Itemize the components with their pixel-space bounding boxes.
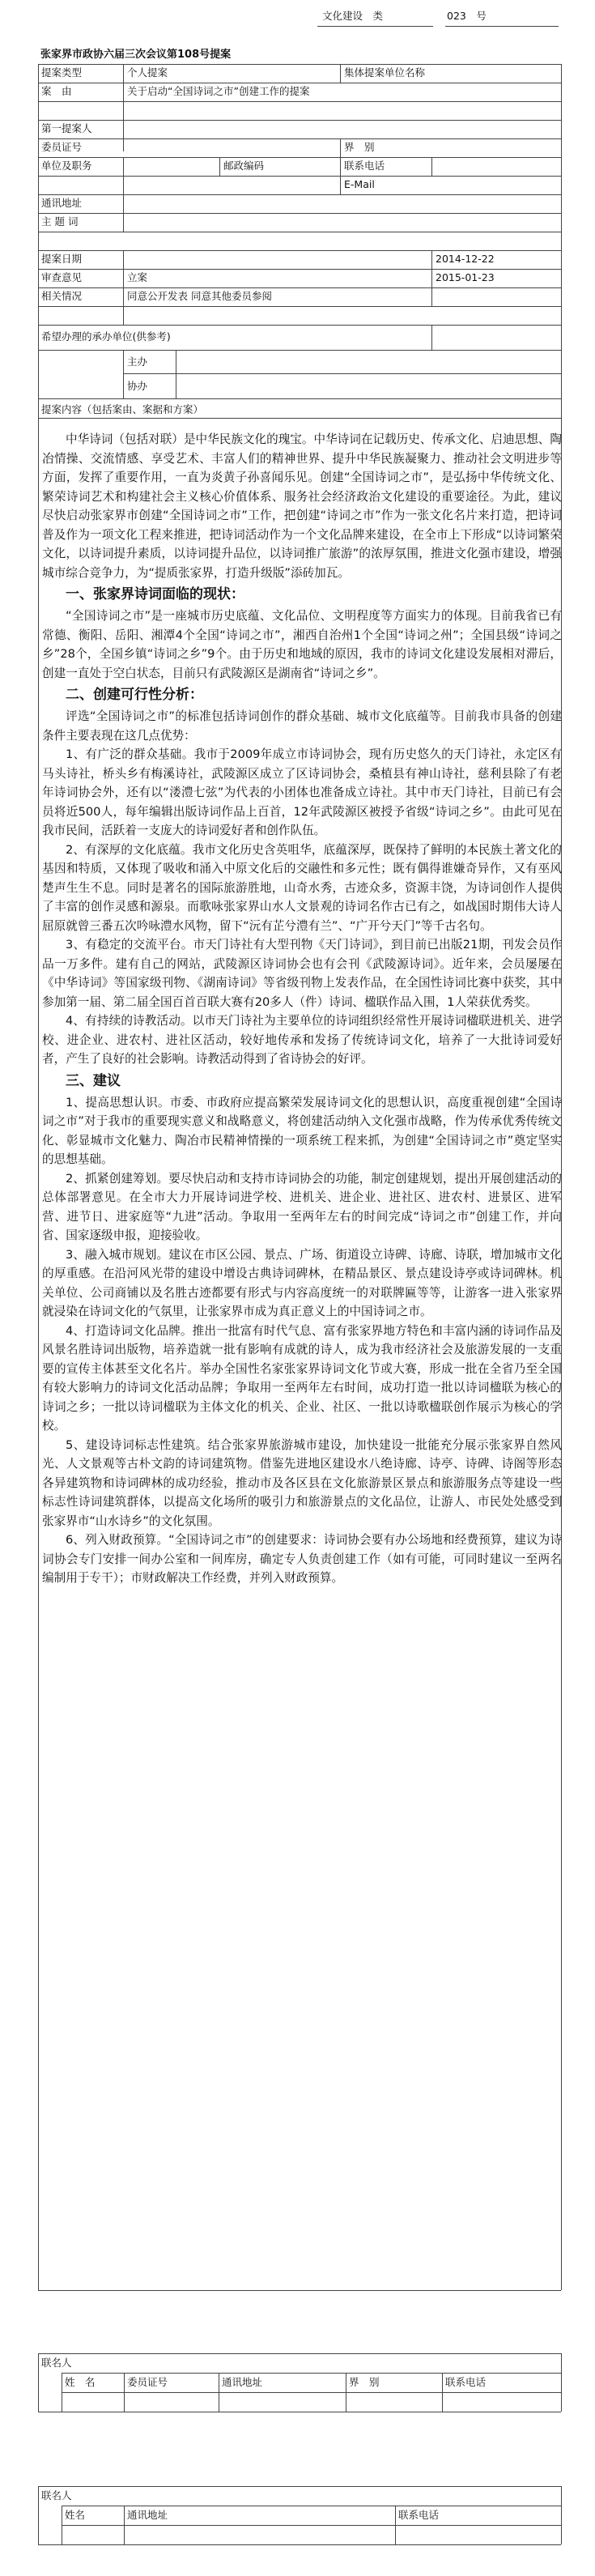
name-header: 姓 名 xyxy=(65,2376,96,2388)
review-date: 2015-01-23 xyxy=(436,271,495,283)
category-label: 文化建设 类 xyxy=(322,10,384,22)
date-value: 2014-12-22 xyxy=(436,253,495,265)
suggestion-5-paragraph: 5、建设诗词标志性建筑。结合张家界旅游城市建设，加快建设一批能充分展示张家界自然风光、人文景观等古朴文韵的诗词建筑物。借鉴先进地区建设水八绝诗廊、诗亭、诗碑、诗阁等形态各异建筑物和诗词碑林的成功经验，推动市及各区县在文化旅游景区景点和旅游服务点等建设一些标志性诗词建筑群体，以提高文化场所的吸引力和旅游景点的文化品位，让游人、市民处处感受到张家界市“山水诗乡”的文化氛围。 xyxy=(42,1437,562,1528)
collective-unit-label: 集体提案单位名称 xyxy=(344,66,426,79)
advantage-2-paragraph: 2、有深厚的文化底蕴。我市文化历史含英咀华，底蕴深厚，既保持了鲜明的本民族土著文化的基因和特质，又体现了吸收和涌入中原文化后的交融性和多元性；既有偶得谁嫌奇异作，又有巫风楚声生生不息。同时是著名的国际旅游胜地，山奇水秀，古迹众多，资源丰饶，为诗词创作人提供了丰富的创作灵感和源泉。而歌咏张家界山水人文景观的诗词名作古已有之，如战国时期伟大诗人屈原就曾三番五次吟咏澧水风物，留下“沅有芷兮澧有兰”、“广开兮天门”等千古名句。 xyxy=(42,842,562,933)
proposal-content xyxy=(42,430,562,1588)
main-unit-label: 主办 xyxy=(127,356,148,368)
proposal-type-label: 提案类型 xyxy=(41,66,83,79)
advantage-1-paragraph: 1、有广泛的群众基础。我市于2009年成立市诗词协会，现有历史悠久的天门诗社，永定区有马头诗社，桥头乡有梅溪诗社，武陵源区成立了区诗词协会，桑植县有神山诗社，慈利县除了有老年诗词协会外，还有以“溇澧七弦”为代表的小团体也准备成立诗社。其中市天门诗社，目前已有会员将近500人，每年编辑出版诗词作品上百首，12年武陵源区被授予省级“诗词之乡”。由此可见在我市民间，活跃着一支庞大的诗词爱好者和创作队伍。 xyxy=(42,747,562,837)
suggestion-4-paragraph: 4、打造诗词文化品牌。推出一批富有时代气息、富有张家界地方特色和丰富内涵的诗词作品及风景名胜诗词出版物，培养造就一批有影响有成就的诗人，成为我市经济社会及旅游发展的一支重要的宣传主体甚至文化名片。举办全国性名家张家界诗词文化节或大赛，形成一批在全省乃至全国有较大影响力的诗词文化活动品牌；争取用一至两年左右时间，成功打造一批以诗词楹联为核心的诗词之乡；一批以诗词楹联为主体文化的机关、企业、社区、一批以诗歌楹联创作展示为核心的学校。 xyxy=(42,1323,562,1433)
section-heading-feasibility: 二、创建可行性分析： xyxy=(66,687,203,703)
suggestion-2-paragraph: 2、抓紧创建筹划。要尽快启动和支持市诗词协会的功能，制定创建规划，提出开展创建活动的总体部署意见。在全市大力开展诗词进学校、进机关、进企业、进社区、进农村、进景区、进军营、进节日、进家庭等“九进”活动。争取用一至两年左右的时间完成“诗词之市”创建工作，并向省、国家逐级申报，迎接验收。 xyxy=(42,1171,562,1242)
section-heading-status: 一、张家界诗词面临的现状： xyxy=(66,586,244,602)
member-number-label: 委员证号 xyxy=(41,141,83,153)
phone-header-2: 联系电话 xyxy=(398,2509,440,2521)
date-label: 提案日期 xyxy=(41,253,83,265)
address-label: 通讯地址 xyxy=(41,197,83,209)
feasibility-paragraph: 评选“全国诗词之市”的标准包括诗词创作的群众基础、城市文化底蕴等。目前我市具备的创建条件主要表现在这几点优势： xyxy=(42,709,562,743)
name-header-2: 姓名 xyxy=(65,2509,86,2521)
address-header: 通讯地址 xyxy=(222,2376,263,2388)
section-heading-suggestions: 三、建议 xyxy=(66,1072,121,1089)
page-title: 张家界市政协六届三次会议第108号提案 xyxy=(40,49,232,61)
org-position-label: 单位及职务 xyxy=(41,160,92,172)
proposal-number: 023 号 xyxy=(447,10,487,22)
related-label: 相关情况 xyxy=(41,290,83,302)
address-header-2: 通讯地址 xyxy=(127,2509,168,2521)
phone-label: 联系电话 xyxy=(344,160,385,172)
subject-value: 关于启动“全国诗词之市”创建工作的提案 xyxy=(127,85,310,97)
review-label: 审查意见 xyxy=(41,271,83,283)
suggestion-3-paragraph: 3、融入城市规划。建议在市区公园、景点、广场、街道设立诗碑、诗廊、诗联，增加城市文化的厚重感。在沿河风光带的建设中增设古典诗词碑林，在精品景区、景点建设诗亭或诗词碑林。机关单位、公司商铺以及名胜古迹都要有形式与内容高度统一的对联牌匾等等，让游客一进入张家界就浸染在诗词文化的气氛里，让张家界市成为真正意义上的中国诗词之市。 xyxy=(42,1247,562,1318)
review-value: 立案 xyxy=(127,271,148,283)
email-label: E-Mail xyxy=(344,178,375,190)
status-paragraph: “全国诗词之市”是一座城市历史底蕴、文化品位、文明程度等方面实力的体现。目前我省已有常德、衡阳、岳阳、湘潭4个全国“诗词之市”，湘西自治州1个全国“诗词之州”；全国县级“诗词之乡”28个，全国乡镇“诗词之乡”9个。由于历史和地域的原因，我市的诗词文化建设发展相对滞后，创建一直处于空白状态，目前只有武陵源区是湖南省“诗词之乡”。 xyxy=(42,609,562,680)
assist-unit-label: 协办 xyxy=(127,380,148,392)
sector-header: 界 别 xyxy=(349,2376,380,2388)
advantage-3-paragraph: 3、有稳定的交流平台。市天门诗社有大型刊物《天门诗词》，到目前已出版21期，刊发会员作品一万多件。建有自己的网站，武陵源区诗词协会也有会刊《武陵源诗词》。近年来，会员屡屡在《中华诗词》等国家级刊物、《湖南诗词》等省级刊物上发表作品，在全国性诗词比赛中获奖，其中参加第一届、第二届全国百首百联大赛有20多人（件）诗词、楹联作品入围，1人荣获优秀奖。 xyxy=(42,938,562,1009)
related-value: 同意公开发表 同意其他委员参阅 xyxy=(127,290,272,302)
suggestion-6-paragraph: 6、列入财政预算。“全国诗词之市”的创建要求：诗词协会要有办公场地和经费预算，建议为诗词协会专门安排一间办公室和一间库房，确定专人负责创建工作（如有可能，可同时建议一至两名编制用于专干）；市财政解决工作经费，并列入财政预算。 xyxy=(42,1533,562,1585)
intro-paragraph: 中华诗词（包括对联）是中华民族文化的瑰宝。中华诗词在记载历史、传承文化、启迪思想、陶冶情操、交流情感、享受艺术、丰富人们的精神世界、提升中华民族凝聚力、推动社会文明进步等方面，发挥了重要作用，一直为炎黄子孙喜闻乐见。创建“全国诗词之市”，是弘扬中华传统文化、繁荣诗词艺术和构建社会主义核心价值体系、服务社会经济政治文化建设的重要途径。为此，建议尽快启动张家界市创建“全国诗词之市”工作，把创建“诗词之市”作为一张文化名片来打造，把诗词普及作为一项文化工程来推进，把诗词活动作为一个文化品牌来建设，在全市上下形成“以诗词繁荣文化，以诗词提升素质，以诗词提升品位，以诗词推广旅游”的浓厚氛围，推进文化强市建设，增强城市综合竞争力，为“提质张家界，打造升级版”添砖加瓦。 xyxy=(42,432,562,580)
subject-label: 案 由 xyxy=(41,85,72,97)
phone-header: 联系电话 xyxy=(445,2376,487,2388)
postcode-label: 邮政编码 xyxy=(223,160,265,172)
sector-label: 界 别 xyxy=(344,141,375,153)
undertake-label: 希望办理的承办单位(供参考) xyxy=(41,330,171,343)
member-number-header: 委员证号 xyxy=(127,2376,168,2388)
cosigner-label-2: 联名人 xyxy=(41,2489,72,2501)
cosigner-label: 联名人 xyxy=(41,2357,72,2369)
proposal-type-value: 个人提案 xyxy=(127,66,168,79)
advantage-4-paragraph: 4、有持续的诗教活动。以市天门诗社为主要单位的诗词组织经常性开展诗词楹联进机关、进学校、进企业、进农村、进社区活动，较好地传承和发扬了传统诗词文化，培养了一大批诗词爱好者，产生了良好的社会影响。诗教活动得到了省诗协会的好评。 xyxy=(42,1014,562,1066)
keyword-label: 主 题 词 xyxy=(41,215,79,228)
suggestion-1-paragraph: 1、提高思想认识。市委、市政府应提高繁荣发展诗词文化的思想认识，高度重视创建“全国诗词之市”对于我市的重要现实意义和战略意义，将创建活动纳入文化强市战略，作为传承优秀传统文化、彰显城市文化魅力、陶冶市民精神情操的一项系统工程来抓，为创建“全国诗词之市”奠定坚实的思想基础。 xyxy=(42,1095,562,1166)
first-proposer-label: 第一提案人 xyxy=(41,122,92,134)
content-label: 提案内容（包括案由、案据和方案） xyxy=(41,403,204,415)
